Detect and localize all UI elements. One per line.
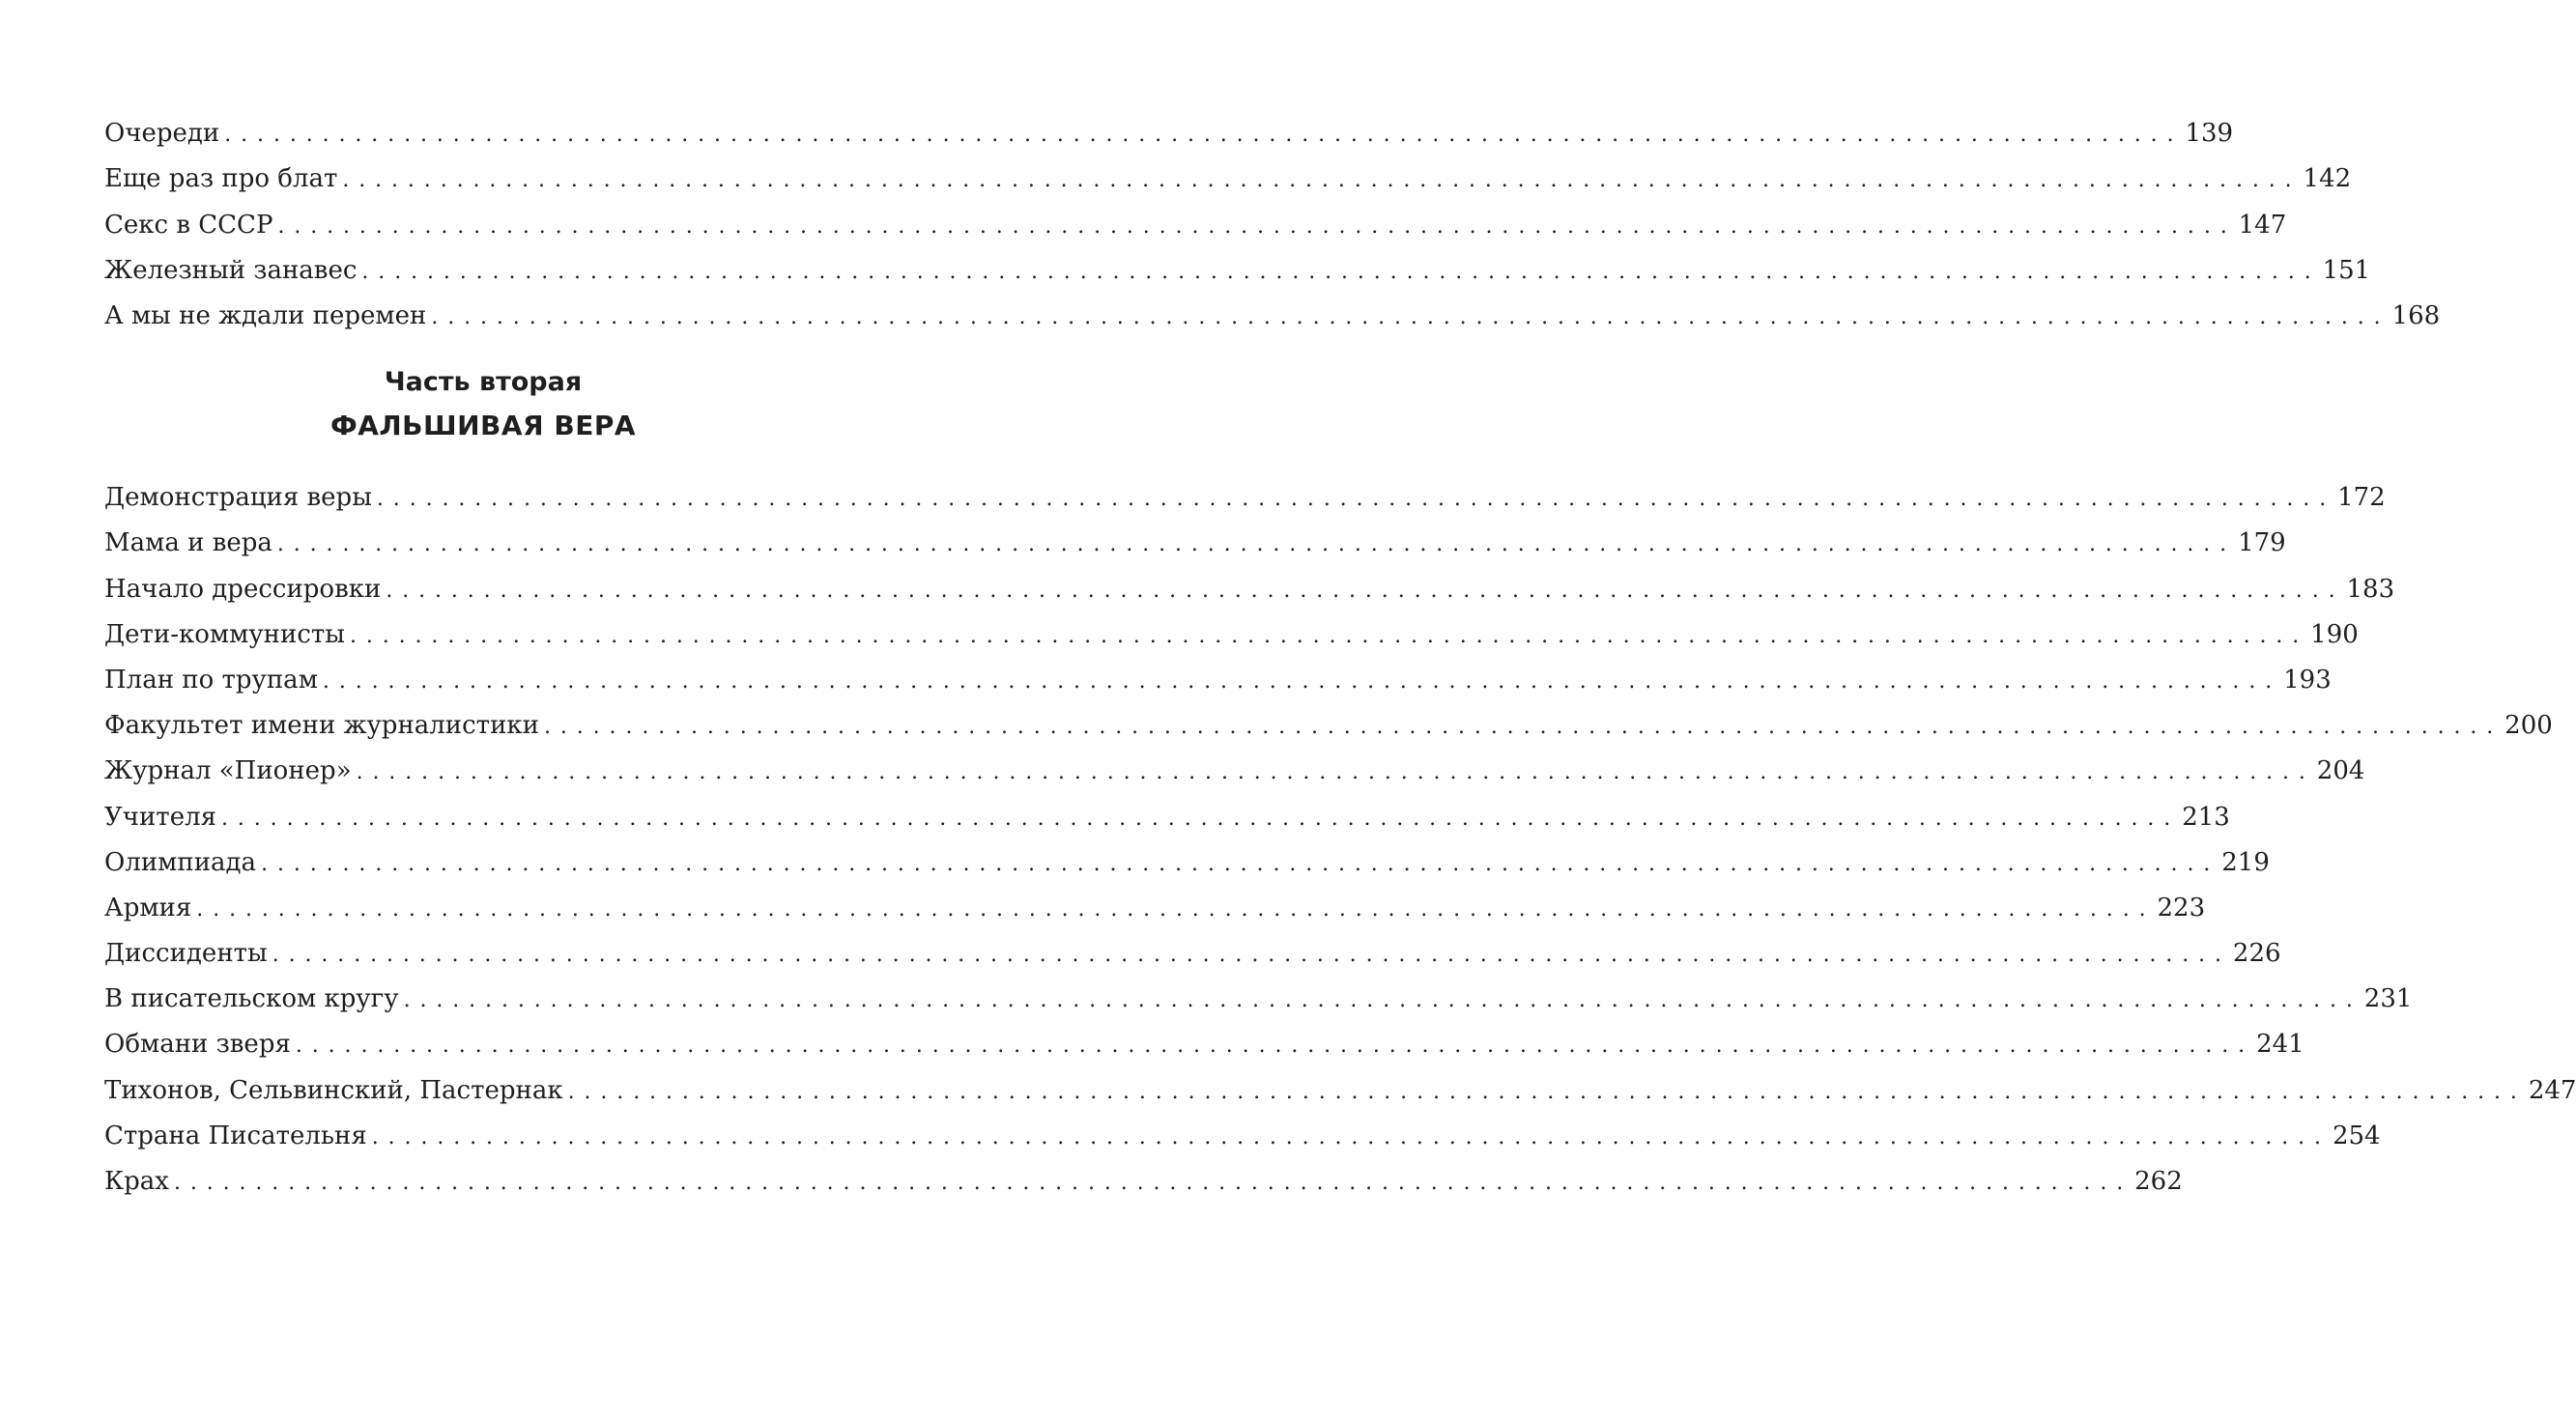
toc-entry	[104, 1057, 2576, 1105]
toc-entry-title: Журнал «Пионер»	[104, 756, 352, 786]
toc-entry-page: 193	[2283, 665, 2332, 695]
toc-entry	[104, 830, 2270, 877]
dot-leader: ........................................................................................................................	[361, 259, 2321, 284]
toc-entry	[104, 1149, 2183, 1196]
toc-entry	[104, 100, 2234, 149]
toc-entry	[104, 921, 2281, 969]
toc-entry	[104, 875, 2206, 922]
toc-entry-page: 183	[2346, 574, 2395, 604]
toc-entry-page: 200	[2504, 711, 2553, 741]
toc-entry-page: 142	[2303, 164, 2352, 194]
dot-leader: ........................................................................................................................	[403, 988, 2362, 1013]
toc-entry-page: 226	[2232, 939, 2281, 969]
dot-leader: ........................................................................................................................	[349, 623, 2309, 648]
toc-entry-page: 147	[2238, 210, 2287, 240]
dot-leader: ........................................................................................................................	[276, 532, 2237, 557]
toc-entry-page: 172	[2337, 483, 2386, 513]
toc-entry	[104, 283, 2441, 330]
toc-entry-title: Тихонов, Сельвинский, Пастернак	[104, 1075, 563, 1105]
toc-entry	[104, 602, 2359, 649]
toc-entry	[104, 238, 2371, 285]
toc-entry-title: Олимпиада	[104, 847, 257, 877]
dot-leader: ........................................................................................................................	[431, 304, 2390, 329]
dot-leader: ........................................................................................................................	[277, 213, 2237, 239]
toc-entry-title: Очереди	[104, 119, 220, 149]
toc-list-part-one	[104, 100, 2441, 330]
toc-entry-page: 223	[2157, 893, 2206, 922]
toc-entry-title: Диссиденты	[104, 939, 268, 969]
toc-entry-title: Крах	[104, 1167, 169, 1196]
toc-entry-page: 179	[2238, 528, 2286, 558]
toc-entry-title: В писательском кругу	[104, 984, 399, 1014]
dot-leader: ........................................................................................................................	[386, 578, 2345, 603]
toc-entry	[104, 693, 2553, 741]
part-title: ФАЛЬШИВАЯ ВЕРА	[329, 410, 637, 441]
dot-leader: ........................................................................................................................	[567, 1079, 2527, 1104]
toc-entry-page: 190	[2310, 619, 2359, 649]
toc-entry	[104, 1011, 2304, 1060]
toc-entry	[104, 191, 2287, 240]
dot-leader: ........................................................................................................................	[543, 715, 2504, 740]
part-label: Часть вторая	[384, 367, 583, 397]
toc-entry	[104, 966, 2413, 1014]
dot-leader: ........................................................................................................................	[272, 943, 2231, 968]
dot-leader: ........................................................................................................................	[322, 668, 2282, 694]
toc-entry	[104, 465, 2386, 513]
toc-entry-page: 168	[2391, 300, 2441, 330]
toc-entry	[104, 647, 2332, 695]
toc-entry-title: Страна Писательня	[104, 1121, 367, 1150]
dot-leader: ........................................................................................................................	[295, 1034, 2255, 1059]
dot-leader: ........................................................................................................................	[356, 760, 2315, 785]
toc-entry-title: Учителя	[104, 802, 216, 832]
toc-entry	[104, 783, 2230, 832]
toc-list-part-two	[104, 465, 2576, 1196]
toc-entry-page: 254	[2332, 1121, 2381, 1150]
dot-leader: ........................................................................................................................	[196, 896, 2156, 922]
toc-entry-page: 231	[2363, 984, 2413, 1014]
toc-entry-page: 219	[2221, 847, 2270, 877]
dot-leader: ........................................................................................................................	[224, 123, 2184, 148]
toc-entry	[104, 555, 2395, 604]
toc-entry-page: 262	[2134, 1167, 2183, 1196]
toc-entry	[104, 738, 2365, 786]
toc-entry-page: 151	[2322, 255, 2371, 285]
dot-leader: ........................................................................................................................	[342, 168, 2302, 193]
dot-leader: ........................................................................................................................	[376, 487, 2336, 512]
dot-leader: ........................................................................................................................	[371, 1124, 2331, 1149]
toc-entry-title: Секс в СССР	[104, 210, 273, 240]
toc-entry-page: 213	[2182, 802, 2230, 832]
toc-entry-title: Начало дрессировки	[104, 574, 382, 604]
toc-entry	[104, 1103, 2381, 1150]
toc-entry-page: 247	[2528, 1075, 2576, 1105]
toc-entry-page: 241	[2256, 1030, 2304, 1060]
toc-entry-title: Обмани зверя	[104, 1030, 291, 1060]
dot-leader: ........................................................................................................................	[261, 851, 2220, 876]
toc-entry-title: Железный занавес	[104, 255, 358, 285]
toc-entry-title: Еще раз про блат	[104, 164, 338, 194]
dot-leader: ........................................................................................................................	[221, 806, 2181, 831]
toc-entry	[104, 146, 2352, 194]
toc-entry-title: Дети-коммунисты	[104, 619, 345, 649]
toc-entry-title: Факультет имени журналистики	[104, 711, 539, 741]
toc-entry-title: Демонстрация веры	[104, 483, 372, 513]
toc-entry	[104, 510, 2286, 558]
toc-entry-page: 204	[2316, 756, 2365, 786]
toc-entry-title: А мы не ждали перемен	[104, 300, 427, 330]
dot-leader: ........................................................................................................................	[173, 1171, 2133, 1195]
toc-entry-title: Мама и вера	[104, 528, 272, 558]
toc-entry-page: 139	[2185, 119, 2234, 149]
toc-entry-title: Армия	[104, 893, 192, 922]
toc-entry-title: План по трупам	[104, 665, 318, 695]
